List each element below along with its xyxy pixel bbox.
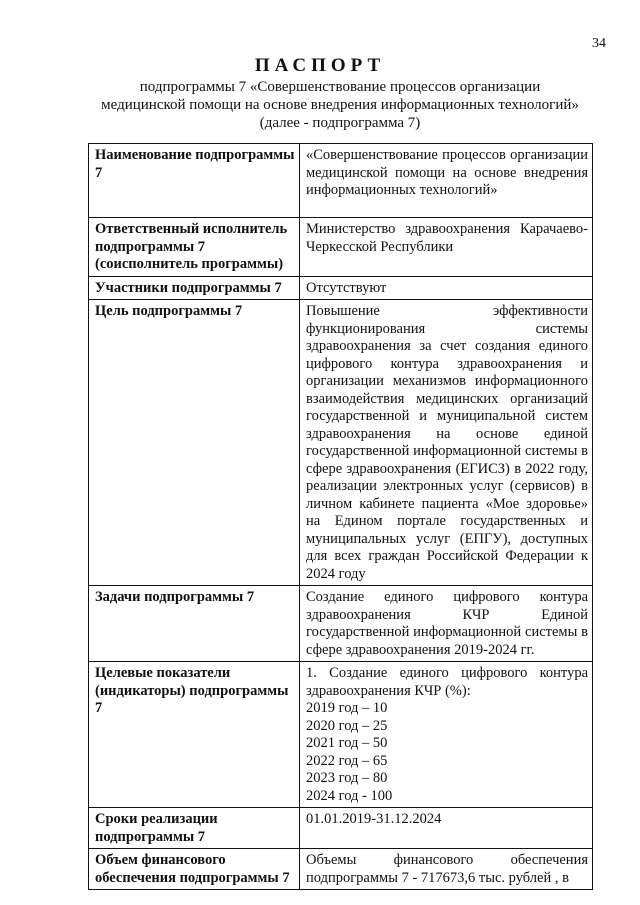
indicator-year: 2023 год – 80 [306,770,388,786]
row-label: Объем финансового обеспечения подпрограммы 7 [89,849,300,890]
table-row [89,662,593,808]
subtitle-line: подпрограммы 7 «Совершенствование процессов организации [139,79,541,95]
subtitle-line: медицинской помощи на основе внедрения информационных технологий» [101,97,579,113]
indicator-year: 2022 год – 65 [306,752,388,769]
row-label: Участники подпрограммы 7 [89,276,300,300]
table-row [89,586,593,662]
row-label: Наименование подпрограммы 7 [89,144,300,218]
indicator-year: 2020 год – 25 [306,717,388,734]
row-label: Целевые показатели (индикаторы) подпрограммы 7 [89,662,300,808]
table-row [89,144,593,218]
table-row [89,849,593,890]
document-subtitle [60,78,620,132]
subtitle-line: (далее - подпрограмма 7) [259,115,421,131]
table-row [89,218,593,277]
table-row [89,808,593,849]
row-value: Отсутствуют [300,276,593,300]
row-value: 01.01.2019-31.12.2024 [300,808,593,849]
row-label: Задачи подпрограммы 7 [89,586,300,662]
document-title: ПАСПОРТ [254,55,386,76]
passport-table [88,143,593,890]
indicator-year: 2024 год - 100 [306,787,393,804]
row-value: Повышение эффективности функционирования системы здравоохранения за счет создания единого цифрового контура здравоохранения и организации механизмов информационного взаимодействия медицинских организаций государственной и муниципальной систем здравоохранения на основе единой государственной информационной системы в сфере здравоохранения (ЕГИСЗ) в 2022 году, реализации электронных услуг (сервисов) в личном кабинете пациента «Мое здоровье» на Едином портале государственных и муниципальных услуг (ЕПГУ), доступных для всех граждан Российской Федерации к 2024 году [300,300,593,586]
row-value [300,662,593,808]
indicator-year: 2021 год – 50 [306,735,388,751]
row-label: Сроки реализации подпрограммы 7 [89,808,300,849]
row-value: «Совершенствование процессов организации медицинской помощи на основе внедрения информационных технологий» [300,144,593,218]
page-number: 34 [592,36,606,51]
indicator-year: 2019 год – 10 [306,700,388,716]
indicator-title: 1. Создание единого цифрового контура здравоохранения КЧР (%): [306,665,588,699]
row-value: Министерство здравоохранения Карачаево-Черкесской Республики [300,218,593,277]
row-value: Объемы финансового обеспечения подпрограммы 7 - 717673,6 тыс. рублей , в [300,849,593,890]
row-label: Ответственный исполнитель подпрограммы 7 (соисполнитель программы) [89,218,300,277]
table-row [89,276,593,300]
table-row [89,300,593,586]
row-label: Цель подпрограммы 7 [89,300,300,586]
row-value: Создание единого цифрового контура здравоохранения КЧР Единой государственной информационной системы в сфере здравоохранения 2019-2024 гг. [300,586,593,662]
